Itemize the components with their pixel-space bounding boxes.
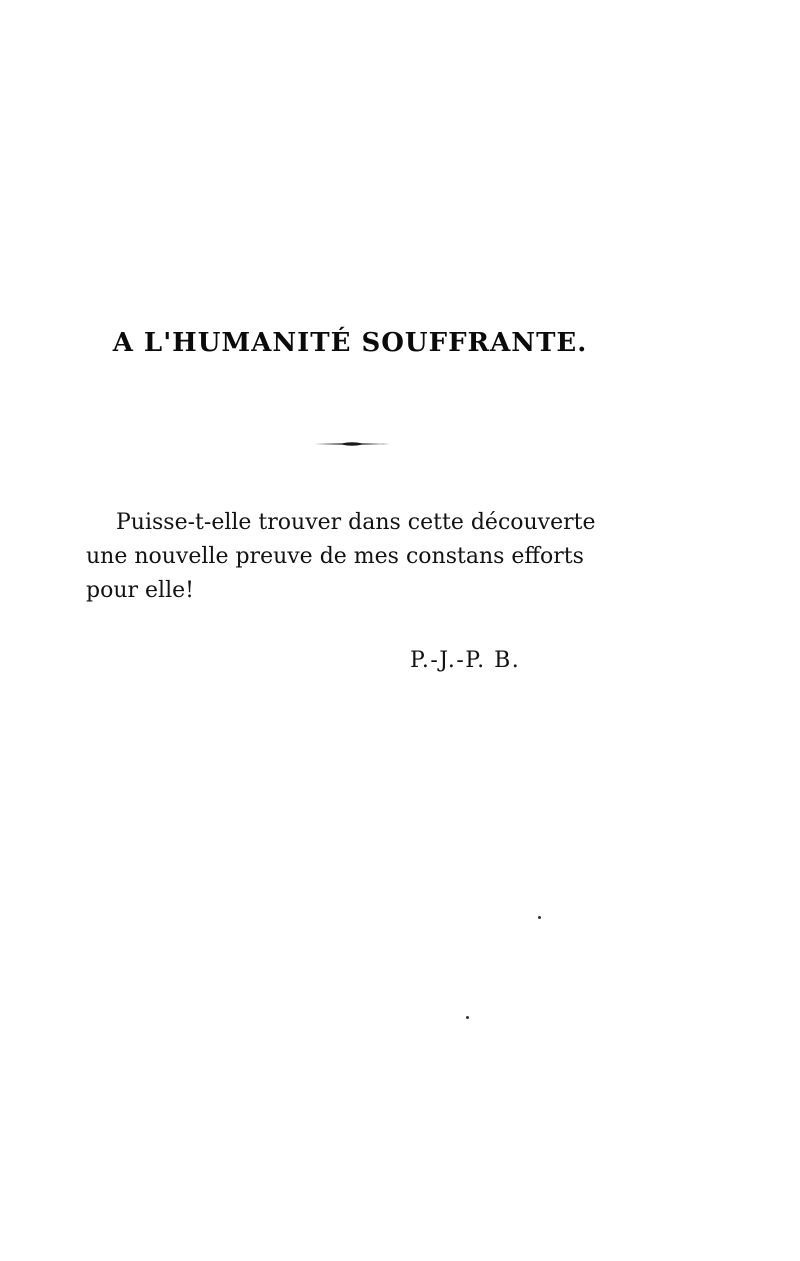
ornament-divider [312, 436, 392, 452]
paper-speck [538, 916, 541, 919]
paragraph-line: une nouvelle preuve de mes constans efforts [86, 544, 584, 569]
author-initials: P.-J.-P. B. [410, 648, 521, 673]
paragraph-line: Puisse-t-elle trouver dans cette découverte [116, 510, 596, 535]
dedication-paragraph [86, 506, 626, 608]
dedication-title: A L'HUMANITÉ SOUFFRANTE. [112, 328, 588, 358]
paragraph-line: pour elle! [86, 578, 194, 603]
paper-speck [466, 1016, 469, 1019]
